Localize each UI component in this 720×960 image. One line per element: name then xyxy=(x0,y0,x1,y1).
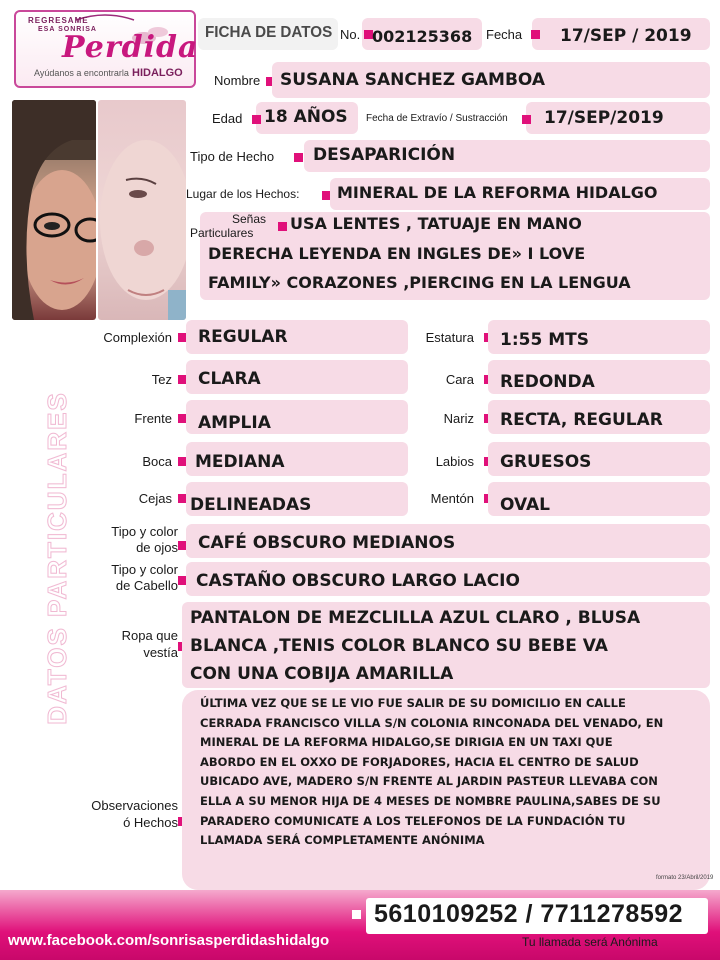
marks-label-2: Particulares xyxy=(190,226,254,240)
eyes-label-1: Tipo y color xyxy=(111,524,178,539)
date-label: Fecha xyxy=(486,27,523,42)
logo-tagline: Ayúdanos a encontrarla xyxy=(34,68,129,78)
lost-date: 17/SEP/2019 xyxy=(544,108,664,128)
nose-label: Nariz xyxy=(443,411,474,426)
nose: RECTA, REGULAR xyxy=(500,410,663,430)
skin-label: Tez xyxy=(151,372,172,387)
logo-region: HIDALGO xyxy=(132,67,183,79)
marks-line-1: USA LENTES , TATUAJE EN MANO xyxy=(290,214,582,233)
eyes-label-2: de ojos xyxy=(136,540,178,555)
clothes-line-1: PANTALON DE MEZCLILLA AZUL CLARO , BLUSA xyxy=(190,608,641,628)
face-label: Cara xyxy=(445,372,474,387)
format-fine-print: formato 23/Abril/2019 xyxy=(656,875,714,881)
observations-line: MINERAL DE LA REFORMA HIDALGO,SE DIRIGIA EN UN TAXI QUE xyxy=(200,735,613,750)
marks-line-2: DERECHA LEYENDA EN INGLES DE» I LOVE xyxy=(208,244,586,263)
lost-date-label: Fecha de Extravío / Sustracción xyxy=(366,113,508,124)
lips-label: Labios xyxy=(435,454,474,469)
age-label: Edad xyxy=(212,111,243,126)
observations-line: LLAMADA SERÁ COMPLETAMENTE ANÓNIMA xyxy=(200,833,485,848)
missing-person-photo xyxy=(12,100,96,320)
event-type: DESAPARICIÓN xyxy=(313,145,456,165)
marks-line-3: FAMILY» CORAZONES ,PIERCING EN LA LENGUA xyxy=(208,273,631,292)
clothes-label-2: vestía xyxy=(143,645,178,660)
mouth-label: Boca xyxy=(142,454,172,469)
chin: OVAL xyxy=(500,495,550,515)
event-type-marker xyxy=(294,153,303,162)
height-label: Estatura xyxy=(425,330,474,345)
logo-brand: Perdida xyxy=(62,30,199,65)
hair-label-1: Tipo y color xyxy=(111,562,178,577)
complexion-label: Complexión xyxy=(103,330,172,345)
logo-line2: ESA SONRISA xyxy=(38,26,97,33)
record-number-label: No. xyxy=(340,27,361,42)
age-marker xyxy=(252,115,261,124)
chin-label: Mentón xyxy=(430,491,474,506)
phones-marker xyxy=(352,910,361,919)
side-title: DATOS PARTICULARES xyxy=(42,391,72,725)
logo-line1: REGRESAME xyxy=(28,16,89,25)
clothes-line-2: BLANCA ,TENIS COLOR BLANCO SU BEBE VA xyxy=(190,636,608,656)
observations-line: ELLA A SU MENOR HIJA DE 4 MESES DE NOMBRE PAULINA,SABES DE SU xyxy=(200,793,661,808)
marks-marker xyxy=(278,222,287,231)
event-place: MINERAL DE LA REFORMA HIDALGO xyxy=(337,183,658,202)
website-link[interactable]: www.facebook.com/sonrisasperdidashidalgo xyxy=(8,932,330,949)
brows-label: Cejas xyxy=(138,491,172,506)
face: REDONDA xyxy=(500,372,595,392)
complexion: REGULAR xyxy=(198,327,288,347)
observations-label-2: ó Hechos xyxy=(123,815,178,830)
clothes-label-1: Ropa que xyxy=(121,628,178,643)
observations-line: UBICADO AVE, MADERO S/N FRENTE AL JARDIN PASTEUR LLEVABA CON xyxy=(200,774,658,789)
contact-phones: 5610109252 / 7711278592 xyxy=(374,900,684,928)
place-label: Lugar de los Hechos: xyxy=(186,187,300,201)
date-marker xyxy=(531,30,540,39)
brows: DELINEADAS xyxy=(190,495,312,515)
observations-line: ABORDO EN EL OXXO DE FORJADORES, HACIA EL CENTRO DE SALUD xyxy=(200,754,639,769)
clothes-line-3: CON UNA COBIJA AMARILLA xyxy=(190,664,454,684)
observations-line: ÚLTIMA VEZ QUE SE LE VIO FUE SALIR DE SU DOMICILIO EN CALLE xyxy=(200,696,626,710)
marks-label-1: Señas xyxy=(232,212,267,226)
person-photo-icon xyxy=(12,100,96,320)
person-age: 18 AÑOS xyxy=(264,107,348,127)
eyes: CAFÉ OBSCURO MEDIANOS xyxy=(198,533,456,553)
baby-photo xyxy=(98,100,186,320)
observations-label-1: Observaciones xyxy=(91,798,178,813)
forehead: AMPLIA xyxy=(198,413,271,433)
lost-date-marker xyxy=(522,115,531,124)
observations-line: CERRADA FRANCISCO VILLA S/N COLONIA RINCONADA DEL VENADO, EN xyxy=(200,715,664,730)
hair: CASTAÑO OBSCURO LARGO LACIO xyxy=(196,571,520,591)
person-name: SUSANA SANCHEZ GAMBOA xyxy=(280,70,546,90)
report-date: 17/SEP / 2019 xyxy=(560,26,692,46)
lips: GRUESOS xyxy=(500,452,592,472)
foundation-logo xyxy=(14,10,199,88)
record-number: 002125368 xyxy=(372,27,473,46)
event-type-label: Tipo de Hecho xyxy=(190,149,275,164)
anonymous-note: Tu llamada será Anónima xyxy=(522,935,658,949)
observations-text xyxy=(200,694,663,851)
skin: CLARA xyxy=(198,369,261,389)
height: 1:55 MTS xyxy=(500,330,589,350)
mouth: MEDIANA xyxy=(195,452,285,472)
hair-label-2: de Cabello xyxy=(115,578,178,593)
baby-photo-icon xyxy=(98,100,186,320)
observations-line: PARADERO COMUNICATE A LOS TELEFONOS DE LA FUNDACIÓN TU xyxy=(200,813,626,828)
page-title: FICHA DE DATOS xyxy=(205,24,333,41)
forehead-label: Frente xyxy=(134,411,172,426)
name-label: Nombre xyxy=(214,73,261,88)
